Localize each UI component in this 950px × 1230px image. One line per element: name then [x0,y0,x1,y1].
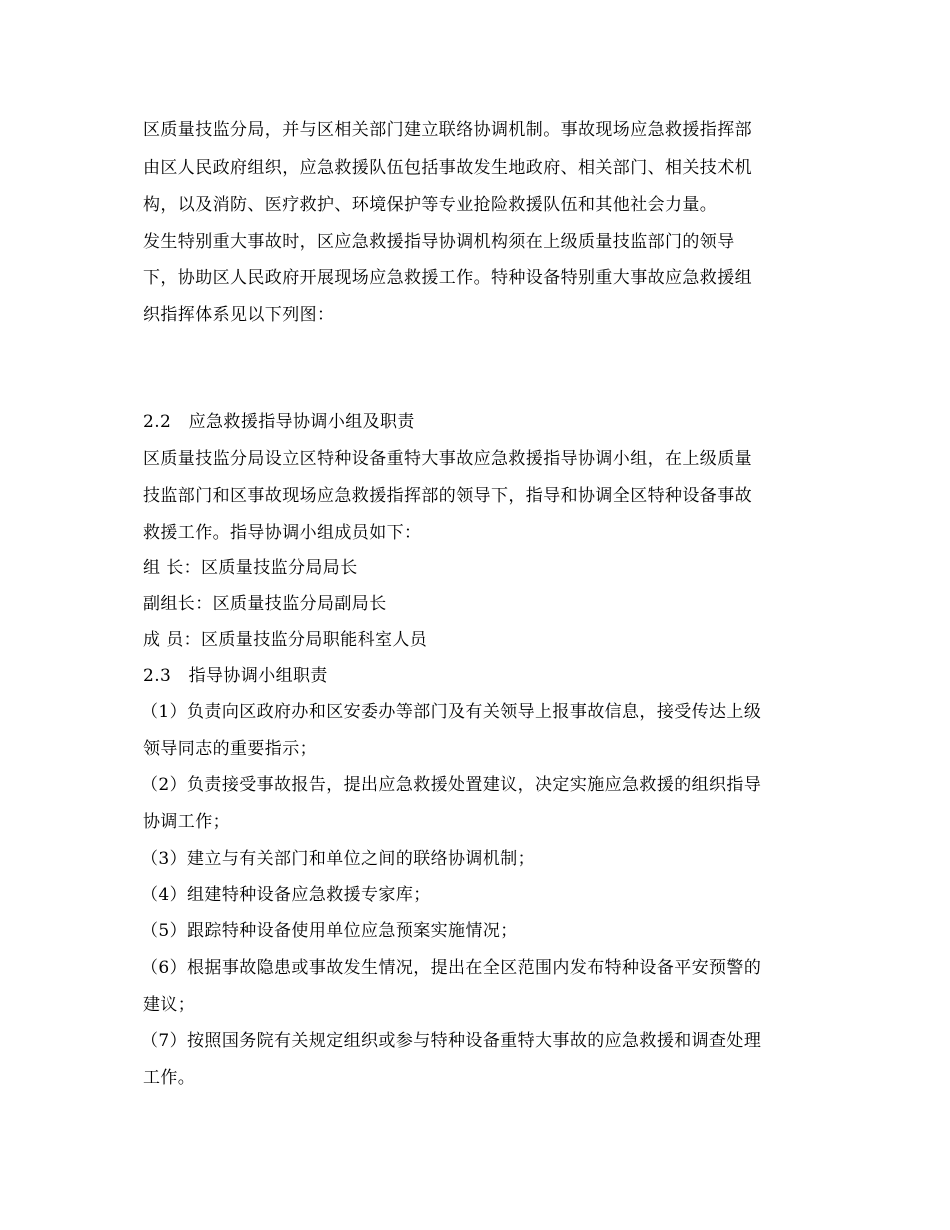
duty-item: （1）负责向区政府办和区安委办等部门及有关领导上报事故信息，接受传达上级 [141,702,762,722]
duty-item: （2）负责接受事故报告，提出应急救援处置建议，决定实施应急救援的组织指导 [141,775,762,795]
text-line: 技监部门和区事故现场应急救援指挥部的领导下，指导和协调全区特种设备事故 [143,486,752,506]
duty-item: （4）组建特种设备应急救援专家库； [141,885,431,905]
text-line: 由区人民政府组织，应急救援队伍包括事故发生地政府、相关部门、相关技术机 [143,158,752,178]
text-line: 区质量技监分局，并与区相关部门建立联络协调机制。事故现场应急救援指挥部 [143,120,752,140]
duty-item: （5）跟踪特种设备使用单位应急预案实施情况； [141,921,518,941]
text-line: 构，以及消防、医疗救护、环境保护等专业抢险救援队伍和其他社会力量。 [143,195,718,215]
duty-item: （3）建立与有关部门和单位之间的联络协调机制； [141,849,536,869]
text-line: 发生特别重大事故时，区应急救援指导协调机构须在上级质量技监部门的领导 [143,232,735,252]
duty-item-continuation: 工作。 [143,1068,196,1088]
text-line: 下，协助区人民政府开展现场应急救援工作。特种设备特别重大事故应急救援组 [143,268,752,288]
member-staff: 成 员：区质量技监分局职能科室人员 [143,630,428,650]
member-leader: 组 长：区质量技监分局局长 [143,558,358,578]
duty-item-continuation: 领导同志的重要指示； [143,739,317,759]
text-line: 救援工作。指导协调小组成员如下： [143,523,422,543]
duty-item: （6）根据事故隐患或事故发生情况，提出在全区范围内发布特种设备平安预警的 [141,958,762,978]
member-deputy-leader: 副组长：区质量技监分局副局长 [143,594,387,614]
duty-item-continuation: 协调工作； [143,812,230,832]
text-line: 区质量技监分局设立区特种设备重特大事故应急救援指导协调小组，在上级质量 [143,449,752,469]
section-heading: 2.3 指导协调小组职责 [143,666,328,686]
section-heading: 2.2 应急救援指导协调小组及职责 [143,412,415,432]
text-line: 织指挥体系见以下列图： [143,305,335,325]
duty-item: （7）按照国务院有关规定组织或参与特种设备重特大事故的应急救援和调查处理 [141,1031,762,1051]
duty-item-continuation: 建议； [143,995,196,1015]
